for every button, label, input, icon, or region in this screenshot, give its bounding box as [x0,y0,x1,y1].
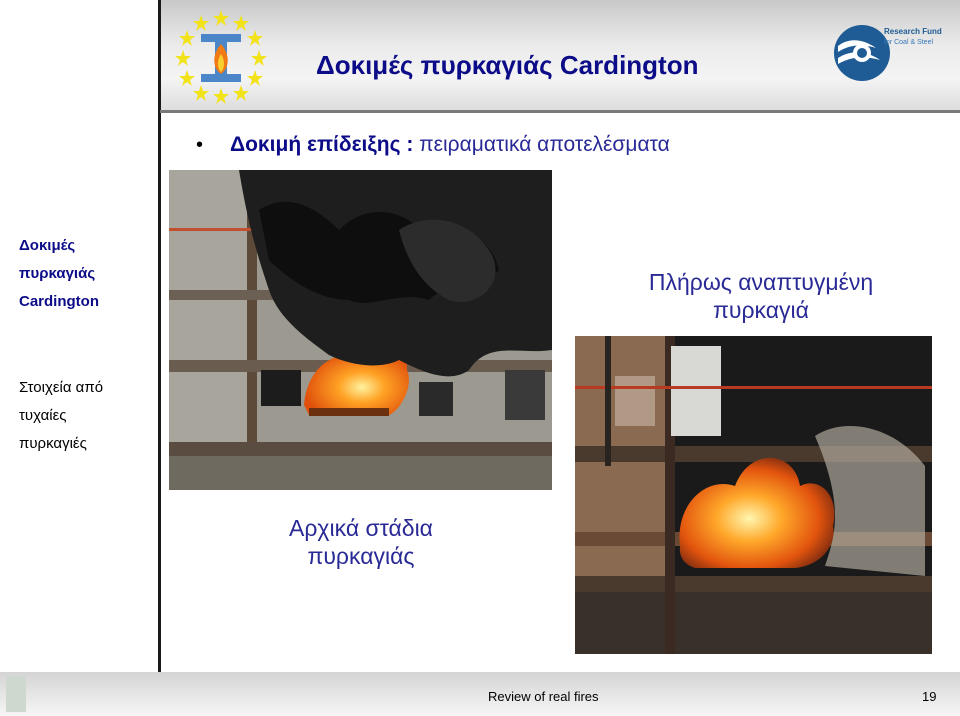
sidebar-line: Στοιχεία από [19,379,104,396]
caption-line: πυρκαγιά [713,297,809,323]
logo-right-text-1: Research Fund [884,27,942,36]
sidebar-line: πυρκαγιές [19,435,87,452]
caption-early-stage [250,514,472,570]
sidebar-line: πυρκαγιάς [19,265,96,282]
slide-subtitle [230,133,670,157]
subtitle-rest: πειραματικά αποτελέσματα [413,133,670,156]
full-fire-photo [575,336,932,654]
logo-right-text-2: for Coal & Steel [884,39,934,46]
eu-stars-fire-logo-icon [172,8,270,106]
sidebar-line: Cardington [19,293,99,310]
subtitle-strong: Δοκιμή επίδειξης : [230,133,414,156]
caption-full-fire [612,268,910,324]
slide-title: Δοκιμές πυρκαγιάς Cardington [316,50,699,80]
early-fire-photo [169,170,552,490]
page-number: 19 [922,689,937,704]
sidebar-line: Δοκιμές [19,237,76,254]
bullet-point: • [196,134,204,156]
footer-text: Review of real fires [488,689,599,704]
slide-footer [0,672,960,716]
vertical-divider [158,0,161,672]
footer-accent [6,676,26,712]
sidebar-section-cardington[interactable] [19,232,99,316]
sidebar-line: τυχαίες [19,407,67,424]
caption-line: Αρχικά στάδια [289,515,433,541]
research-fund-logo-icon [832,22,944,84]
caption-line: πυρκαγιάς [307,543,415,569]
caption-line: Πλήρως αναπτυγμένη [648,269,874,295]
header-divider [160,110,960,113]
sidebar-section-real-fires[interactable] [19,374,103,458]
